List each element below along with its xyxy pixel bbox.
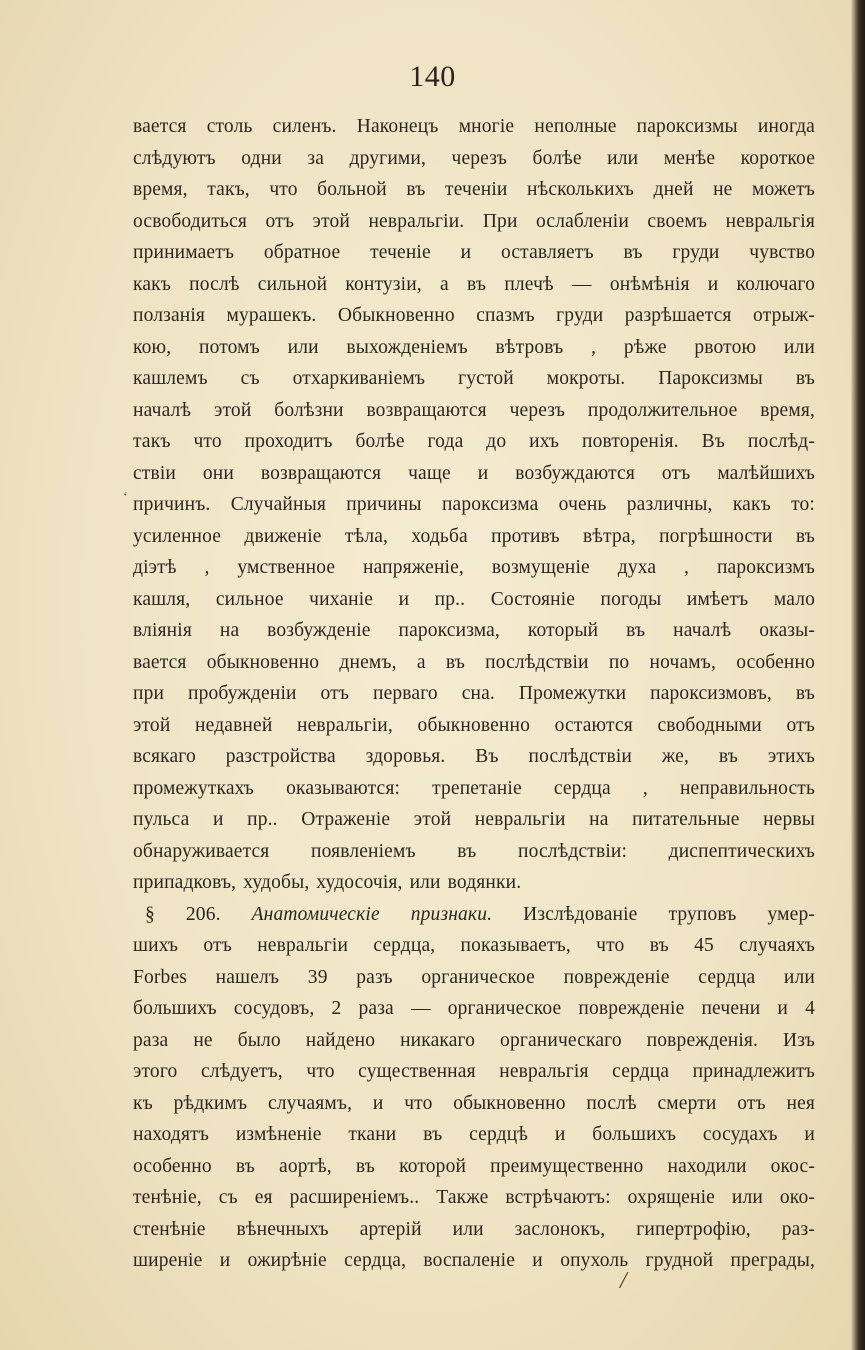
text-line: Forbes нашелъ 39 разъ органическое поврежденіе сердца или <box>133 966 815 988</box>
text-line: вается столь силенъ. Наконецъ многіе неполные пароксизмы иногда <box>133 116 815 137</box>
text-line: большихъ сосудовъ, 2 раза — органическое поврежденіе печени и 4 <box>133 998 815 1019</box>
text-line: ширеніе и ожирѣніе сердца, воспаленіе и опухоль грудной преграды, <box>133 1250 815 1271</box>
text-line: шихъ отъ невральгіи сердца, показываетъ, что въ 45 случаяхъ <box>133 935 815 956</box>
page-bottom-mark: / <box>620 1268 627 1294</box>
text-line: обнаруживается появленіемъ въ послѣдствіи: диспептическихъ <box>133 840 815 862</box>
text-line: вается обыкновенно днемъ, а въ послѣдствіи по ночамъ, особенно <box>133 651 815 673</box>
text-line: ползанія мурашекъ. Обыкновенно спазмъ груди разрѣшается отрыж- <box>133 305 815 326</box>
body-text <box>133 111 815 1277</box>
text-line: этого слѣдуетъ, что существенная невральгія сердца принадлежитъ <box>133 1061 815 1082</box>
section-heading-line <box>133 899 815 931</box>
text-line: вліянія на возбужденіе пароксизма, который въ началѣ оказы- <box>133 620 815 641</box>
text-line: при пробужденіи отъ перваго сна. Промежутки пароксизмовъ, въ <box>133 683 815 704</box>
text-line: промежуткахъ оказываются: трепетаніе сердца , неправильность <box>133 777 815 799</box>
ink-speck: ‘ <box>123 490 128 505</box>
page-number: 140 <box>409 60 456 93</box>
text-line: кашля, сильное чиханіе и пр.. Состояніе погоды имѣетъ мало <box>133 588 815 610</box>
text-line: припадковъ, худобы, худосочія, или водянки. <box>133 872 522 893</box>
text-line: кою, потомъ или выхожденіемъ вѣтровъ , рѣже рвотою или <box>133 336 815 358</box>
text-line: діэтѣ , умственное напряженіе, возмущеніе духа , пароксизмъ <box>133 557 815 578</box>
text-line: началѣ этой болѣзни возвращаются черезъ продолжительное время, <box>133 399 815 421</box>
page-binding-edge <box>851 0 865 1350</box>
text-line: тенѣніе, съ ея расширеніемъ.. Также встрѣчаютъ: охрященіе или око- <box>133 1187 815 1208</box>
text-line: ствіи они возвращаются чаще и возбуждаются отъ малѣйшихъ <box>133 462 815 484</box>
section-title: Анатомическіе признаки. <box>251 903 493 925</box>
text-line: усиленное движеніе тѣла, ходьба противъ вѣтра, погрѣшности въ <box>133 525 815 547</box>
text-line: особенно въ аортѣ, въ которой преимущественно находили окос- <box>133 1155 815 1177</box>
text-line: находятъ измѣненіе ткани въ сердцѣ и большихъ сосудахъ и <box>133 1124 815 1145</box>
text-line: раза не было найдено никакаго органическаго поврежденія. Изъ <box>133 1029 815 1051</box>
text-line: причинъ. Случайныя причины пароксизма очень различны, какъ то: <box>133 494 815 515</box>
text-line: къ рѣдкимъ случаямъ, и что обыкновенно послѣ смерти отъ нея <box>133 1092 815 1114</box>
text-line: пульса и пр.. Отраженіе этой невральгіи на питательные нервы <box>133 809 815 830</box>
text-line: такъ что проходитъ болѣе года до ихъ повторенія. Въ послѣд- <box>133 431 815 452</box>
text-line: принимаетъ обратное теченіе и оставляетъ въ груди чувство <box>133 242 815 263</box>
text-line: освободиться отъ этой невральгіи. При ослабленіи своемъ невральгія <box>133 210 815 232</box>
section-number: § 206. <box>145 903 221 925</box>
text-line: кашлемъ съ отхаркиваніемъ густой мокроты. Пароксизмы въ <box>133 368 815 389</box>
text-line: этой недавней невральгіи, обыкновенно остаются свободными отъ <box>133 714 815 736</box>
text-line: какъ послѣ сильной контузіи, а въ плечѣ — онѣмѣнія и колючаго <box>133 273 815 295</box>
text-line: слѣдуютъ одни за другими, черезъ болѣе или менѣе короткое <box>133 147 815 169</box>
text-line: всякаго разстройства здоровья. Въ послѣдствіи же, въ этихъ <box>133 746 815 767</box>
text-line: время, такъ, что больной въ теченіи нѣсколькихъ дней не можетъ <box>133 179 815 200</box>
text-line: стенѣніе вѣнечныхъ артерій или заслонокъ, гипертрофію, раз- <box>133 1218 815 1240</box>
section-first-line: Изслѣдованіе труповъ умер- <box>523 903 815 925</box>
